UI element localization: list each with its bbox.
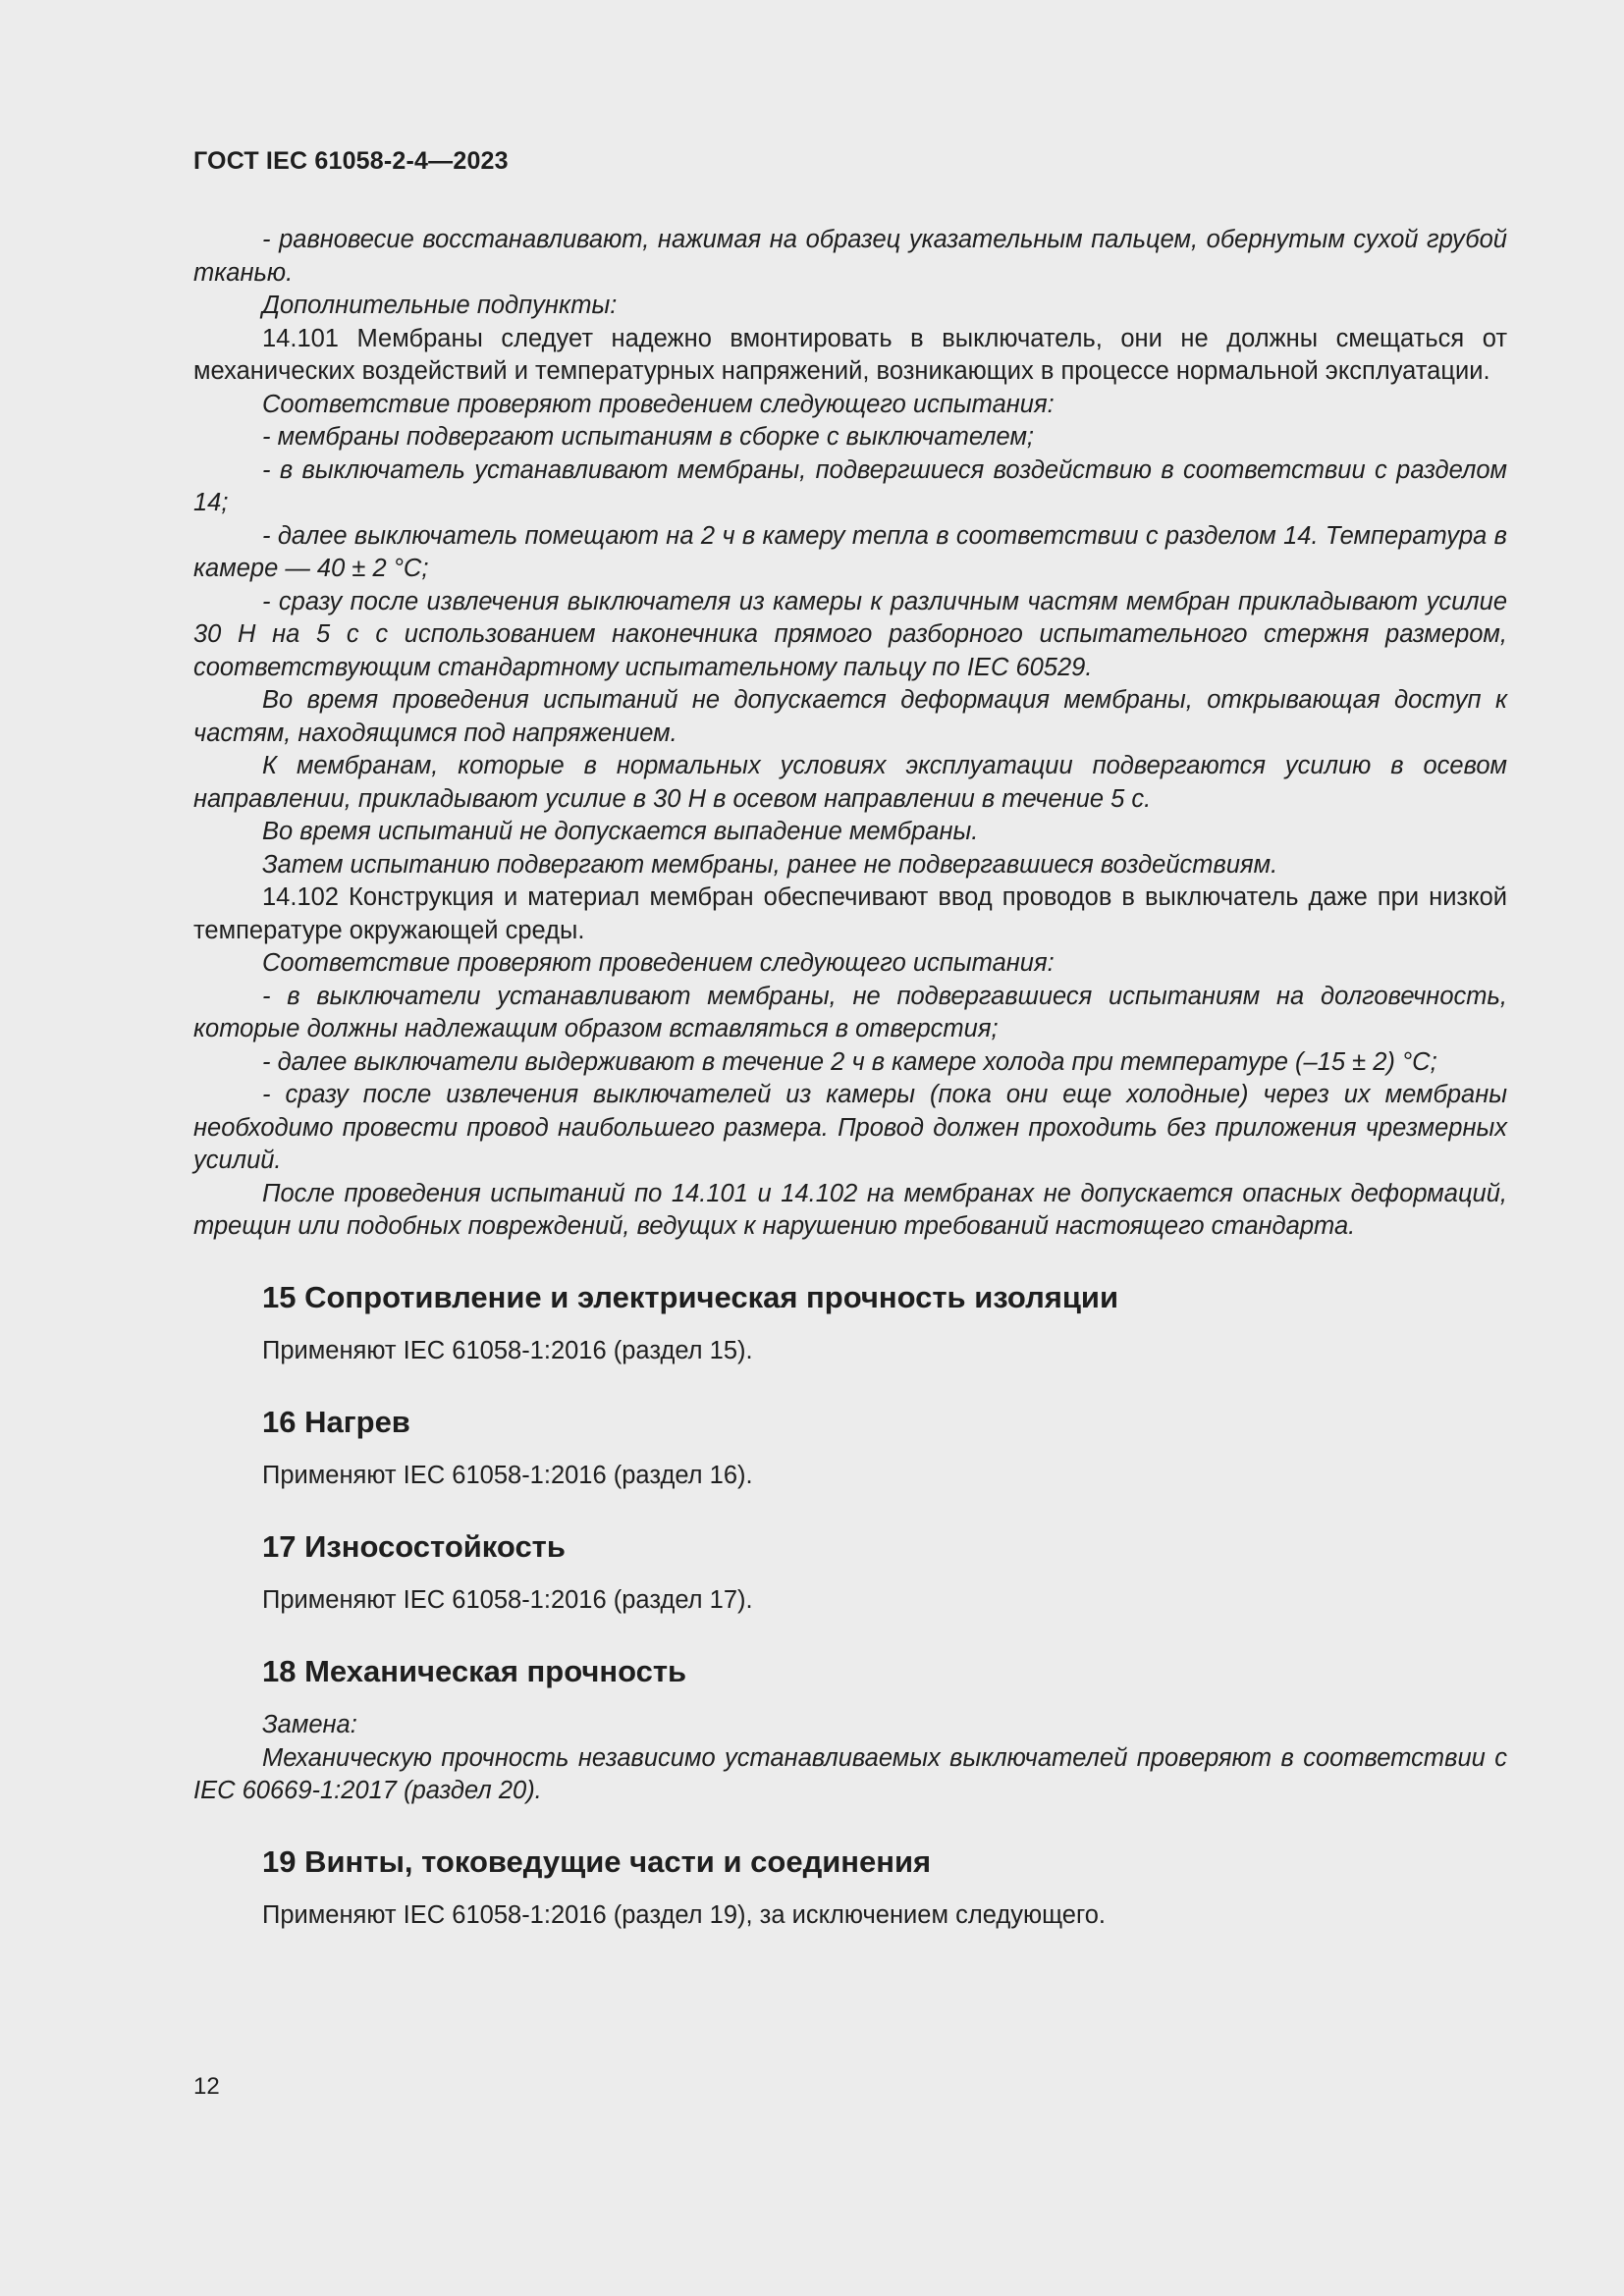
paragraph: 14.102 Конструкция и материал мембран обеспечивают ввод проводов в выключатель даже при низкой температуре окружающей среды. — [193, 883, 1507, 944]
section-16-text: Применяют IEC 61058-1:2016 (раздел 16). — [262, 1462, 753, 1489]
paragraph: Затем испытанию подвергают мембраны, ранее не подвергавшиеся воздействиям. — [262, 850, 1278, 879]
page-number: 12 — [193, 2073, 220, 2100]
section-18-replace-text: Механическую прочность независимо устанавливаемых выключателей проверяют в соответствии с IEC 60669-1:2017 (раздел 20). — [193, 1743, 1507, 1804]
paragraph: - равновесие восстанавливают, нажимая на образец указательным пальцем, обернутым сухой грубой тканью. — [193, 226, 1507, 287]
document-body — [193, 224, 1507, 1933]
section-18-title: 18 Механическая прочность — [262, 1653, 687, 1688]
paragraph: - в выключатель устанавливают мембраны, подвергшиеся воздействию в соответствии с разделом 14; — [193, 455, 1507, 516]
paragraph: - в выключатели устанавливают мембраны, не подвергавшиеся испытаниям на долговечность, которые должны надлежащим образом вставляться в отверстия; — [193, 982, 1507, 1042]
section-17-title: 17 Износостойкость — [262, 1528, 566, 1564]
paragraph: Соответствие проверяют проведением следующего испытания: — [262, 949, 1055, 977]
document-header: ГОСТ IEC 61058-2-4—2023 — [193, 147, 509, 175]
paragraph: К мембранам, которые в нормальных условиях эксплуатации подвергаются усилию в осевом направлении, прикладывают усилие в 30 Н в осевом направлении в течение 5 с. — [193, 752, 1507, 813]
paragraph: - далее выключатель помещают на 2 ч в камеру тепла в соответствии с разделом 14. Температура в камере — 40 ± 2 °С; — [193, 521, 1507, 582]
paragraph: После проведения испытаний по 14.101 и 14.102 на мембранах не допускается опасных деформаций, трещин или подобных повреждений, ведущих к нарушению требований настоящего стандарта. — [193, 1179, 1507, 1240]
section-19-text: Применяют IEC 61058-1:2016 (раздел 19), за исключением следующего. — [262, 1901, 1106, 1929]
paragraph: - сразу после извлечения выключателя из камеры к различным частям мембран прикладывают усилие 30 Н на 5 с с использованием наконечника прямого разборного испытательного стержня размером, соответствующим стандартному испытательному пальцу по IEC 60529. — [193, 587, 1507, 681]
paragraph: - далее выключатели выдерживают в течение 2 ч в камере холода при температуре (–15 ± 2) °С; — [262, 1047, 1437, 1076]
paragraph: Соответствие проверяют проведением следующего испытания: — [262, 390, 1055, 418]
paragraph: 14.101 Мембраны следует надежно вмонтировать в выключатель, они не должны смещаться от механических воздействий и температурных напряжений, возникающих в процессе нормальной эксплуатации. — [193, 324, 1507, 385]
section-15-text: Применяют IEC 61058-1:2016 (раздел 15). — [262, 1337, 753, 1364]
paragraph: - мембраны подвергают испытаниям в сборке с выключателем; — [262, 423, 1035, 451]
paragraph: Дополнительные подпункты: — [262, 292, 618, 319]
section-15-title: 15 Сопротивление и электрическая прочность изоляции — [262, 1279, 1119, 1314]
paragraph: Во время испытаний не допускается выпадение мембраны. — [262, 818, 979, 845]
paragraph: Во время проведения испытаний не допускается деформация мембраны, открывающая доступ к частям, находящимся под напряжением. — [193, 686, 1507, 747]
section-19-title: 19 Винты, токоведущие части и соединения — [262, 1843, 932, 1879]
section-16-title: 16 Нагрев — [262, 1404, 410, 1439]
section-18-replace-label: Замена: — [262, 1711, 357, 1738]
section-17-text: Применяют IEC 61058-1:2016 (раздел 17). — [262, 1586, 753, 1614]
paragraph: - сразу после извлечения выключателей из камеры (пока они еще холодные) через их мембраны необходимо провести провод наибольшего размера. Провод должен проходить без приложения чрезмерных усилий. — [193, 1081, 1507, 1174]
